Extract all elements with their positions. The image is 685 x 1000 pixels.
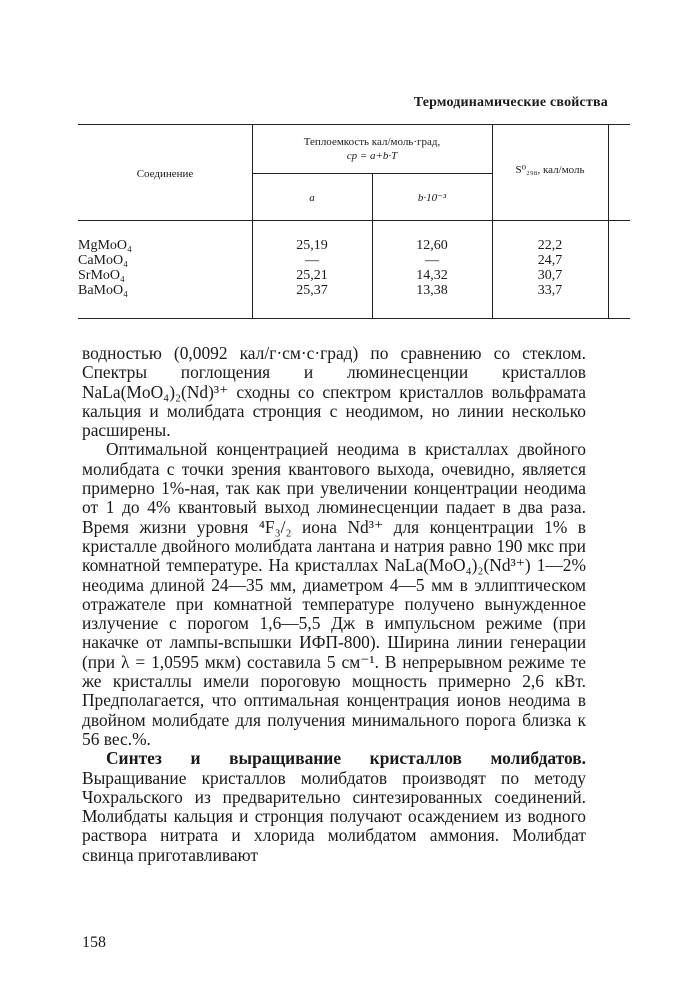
a-cell: 25,19 bbox=[296, 238, 328, 253]
section-heading: Синтез и выращивание кристаллов молибдатов. bbox=[106, 748, 586, 769]
s-cell: 22,2 bbox=[537, 238, 563, 253]
header-s298: S⁰₂₉₈, кал/моль bbox=[515, 164, 585, 176]
b-cell: 12,60 bbox=[416, 238, 448, 253]
paragraph-2: Оптимальной концентрацией неодима в кристаллах двойного молибдата с точки зрения квантового выхода, очевидно, является примерно 1%-ная, так как при увеличении концентрации неодима от 1 до 4% квантовый выход люминесценции падает в два раза. Время жизни уровня ⁴F₃/₂ иона Nd³⁺ для концентрации 1% в кристалле двойного молибдата лантана и натрия равно 190 мкс при комнатной температуре. На кристаллах NaLa(MoO₄)₂(Nd³⁺) 1—2% неодима длиной 24—35 мм, диаметром 4—5 мм в эллиптическом отражателе при комнатной температуре получено вынужденное излучение с порогом 1,6—5,5 Дж в импульсном режиме (при накачке от лампы-вспышки ИФП-800). Ширина линии генерации (при λ = 1,0595 мкм) составила 5 см⁻¹. В непрерывном режиме те же кристаллы имели пороговую мощность примерно 2,6 кВт. Предполагается, что оптимальная концентрация ионов неодима в двойном молибдате для получения минимального порога близка к 56 вес.%. bbox=[82, 439, 586, 749]
header-b: b·10⁻³ bbox=[417, 192, 447, 204]
paragraph-1: водностью (0,0092 кал/г·см·с·град) по сравнению со стеклом. Спектры поглощения и люминесценции кристаллов NaLa(MoO₄)₂(Nd)³⁺ сходны со спектром кристаллов вольфрамата кальция и молибдата стронция с неодимом, но линии несколько расширены. bbox=[82, 343, 586, 441]
table-col-rule-4 bbox=[608, 124, 609, 318]
header-a: a bbox=[309, 192, 315, 204]
compound-cell: MgMoO₄ bbox=[78, 238, 132, 253]
paragraph-3-text: Выращивание кристаллов молибдатов производят по методу Чохральского из предварительно синтезированных соединений. Молибдаты кальция и стронция получают осаждением из водного раствора нитрата и хлорида молибдатом аммония. Молибдат свинца приготавливают bbox=[82, 767, 586, 865]
table-bottom-rule bbox=[78, 318, 630, 319]
s-cell: 30,7 bbox=[537, 268, 563, 283]
a-cell: 25,37 bbox=[296, 283, 328, 298]
header-heat-capacity-formula: cp = a+b·T bbox=[346, 150, 398, 162]
compound-cell: BaMoO₄ bbox=[78, 283, 128, 298]
compound-cell: SrMoO₄ bbox=[78, 268, 125, 283]
body-text bbox=[82, 344, 586, 865]
b-cell: 13,38 bbox=[416, 283, 448, 298]
b-cell: — bbox=[425, 253, 439, 268]
a-cell: — bbox=[305, 253, 319, 268]
page-number: 158 bbox=[82, 934, 106, 951]
header-compound: Соединение bbox=[136, 168, 194, 180]
table-top-rule bbox=[78, 124, 630, 125]
header-heat-capacity: Теплоемкость кал/моль·град, bbox=[303, 136, 441, 148]
running-head: Термодинамические свойства bbox=[413, 95, 608, 110]
s-cell: 33,7 bbox=[537, 283, 563, 298]
b-cell: 14,32 bbox=[416, 268, 448, 283]
s-cell: 24,7 bbox=[537, 253, 563, 268]
compound-cell: CaMoO₄ bbox=[78, 253, 128, 268]
paragraph-3 bbox=[82, 749, 586, 865]
properties-table bbox=[78, 124, 630, 320]
a-cell: 25,21 bbox=[296, 268, 328, 283]
table-header-rule bbox=[78, 220, 630, 221]
